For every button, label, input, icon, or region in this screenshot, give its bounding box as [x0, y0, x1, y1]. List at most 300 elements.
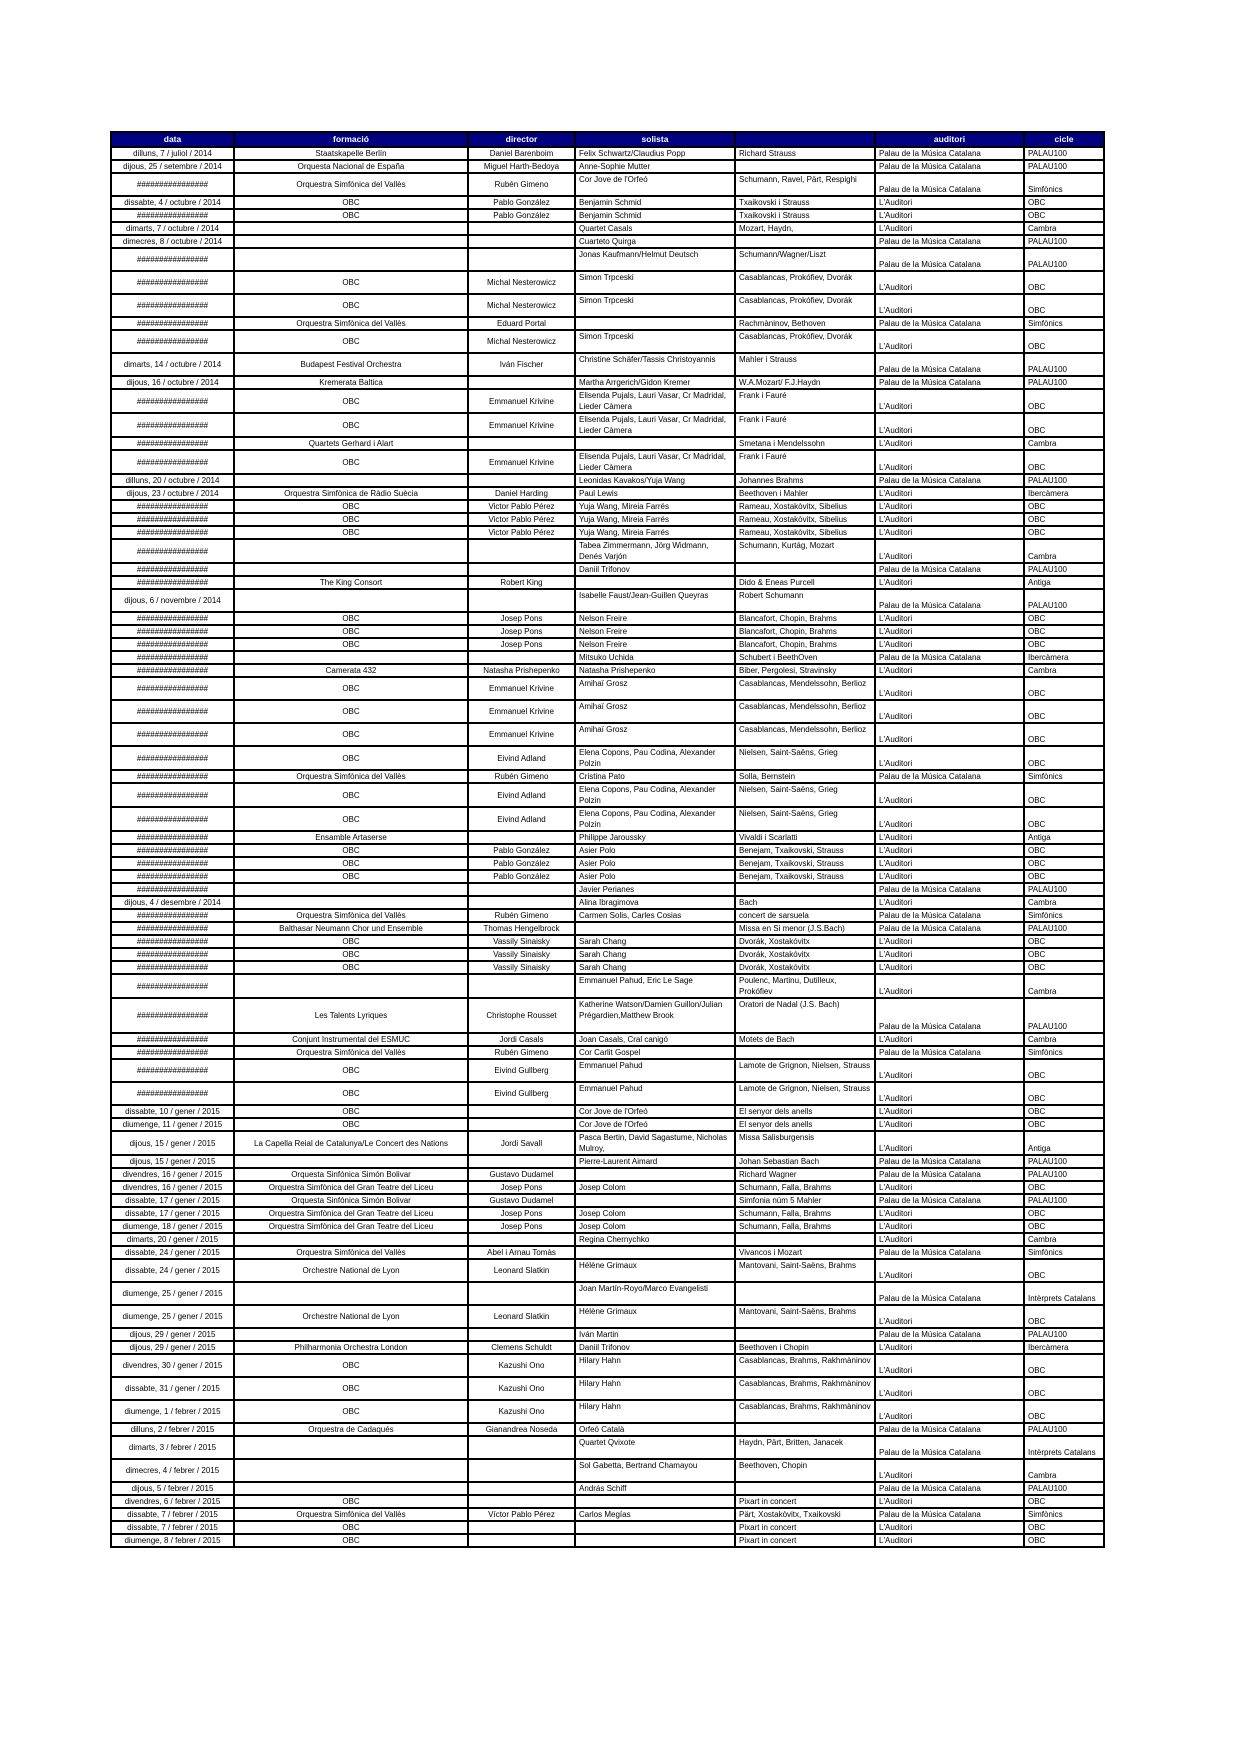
cell-cicle: Cambra — [1024, 1459, 1104, 1482]
table-row — [111, 1354, 1104, 1377]
cell-solista: Josep Colom — [575, 1181, 735, 1194]
cell-cicle: Cambra — [1024, 222, 1104, 235]
cell-formacio — [234, 563, 468, 576]
cell-program: Smetana i Mendelssohn — [735, 437, 875, 450]
concerts-table — [110, 131, 1105, 1548]
cell-director — [468, 831, 575, 844]
cell-director: Thomas Hengelbrock — [468, 922, 575, 935]
table-row — [111, 294, 1104, 317]
cell-cicle: PALAU100 — [1024, 1194, 1104, 1207]
cell-solista — [575, 1194, 735, 1207]
table-row — [111, 1233, 1104, 1246]
cell-auditori: Palau de la Música Catalana — [875, 998, 1024, 1033]
cell-auditori: L'Auditori — [875, 1534, 1024, 1547]
cell-program: Schumann, Ravel, Pärt, Respighi — [735, 173, 875, 196]
concert-season-sheet — [110, 131, 1105, 1548]
cell-auditori: Palau de la Música Catalana — [875, 770, 1024, 783]
cell-formacio — [234, 1233, 468, 1246]
cell-program: Blancafort, Chopin, Brahms — [735, 625, 875, 638]
table-row — [111, 539, 1104, 563]
cell-solista: Joan Casals, Cral canigó — [575, 1033, 735, 1046]
cell-data: ################ — [111, 909, 234, 922]
cell-formacio: OBC — [234, 612, 468, 625]
cell-director: Eivind Gullberg — [468, 1059, 575, 1082]
cell-auditori: L'Auditori — [875, 1377, 1024, 1400]
cell-program: Blancafort, Chopin, Brahms — [735, 638, 875, 651]
cell-formacio: Orquestra Simfònica del Gran Teatre del Liceu — [234, 1220, 468, 1233]
cell-formacio: OBC — [234, 1377, 468, 1400]
cell-program — [735, 1482, 875, 1495]
cell-director: Leonard Slatkin — [468, 1305, 575, 1328]
cell-director: Gustavo Dudamel — [468, 1168, 575, 1181]
cell-auditori: Palau de la Música Catalana — [875, 1155, 1024, 1168]
cell-program: Beethoven i Mahler — [735, 487, 875, 500]
cell-cicle: Antiga — [1024, 831, 1104, 844]
cell-director: Victor Pablo Pérez — [468, 513, 575, 526]
table-row — [111, 353, 1104, 376]
cell-solista: Iván Martin — [575, 1328, 735, 1341]
cell-program — [735, 235, 875, 248]
cell-solista: Emmanuel Pahud, Eric Le Sage — [575, 974, 735, 998]
cell-solista: Simon Trpceski — [575, 330, 735, 353]
cell-formacio: Conjunt Instrumental del ESMUC — [234, 1033, 468, 1046]
cell-director — [468, 896, 575, 909]
cell-cicle: OBC — [1024, 526, 1104, 539]
cell-formacio: OBC — [234, 844, 468, 857]
cell-cicle: OBC — [1024, 196, 1104, 209]
cell-solista: Isabelle Faust/Jean-Guillen Queyras — [575, 589, 735, 612]
cell-program — [735, 1423, 875, 1436]
cell-formacio: OBC — [234, 526, 468, 539]
cell-data: ################ — [111, 961, 234, 974]
cell-director — [468, 248, 575, 271]
table-row — [111, 935, 1104, 948]
cell-data: divendres, 16 / gener / 2015 — [111, 1181, 234, 1194]
table-row — [111, 1482, 1104, 1495]
table-row — [111, 1207, 1104, 1220]
cell-auditori: L'Auditori — [875, 1495, 1024, 1508]
table-row — [111, 948, 1104, 961]
cell-formacio: OBC — [234, 723, 468, 746]
cell-solista: Pasca Bertin, David Sagastume, Nicholas Mulroy, — [575, 1131, 735, 1155]
table-row — [111, 437, 1104, 450]
cell-solista: Asier Polo — [575, 870, 735, 883]
cell-solista: Carmen Solis, Carles Cosias — [575, 909, 735, 922]
cell-director: Clemens Schuldt — [468, 1341, 575, 1354]
cell-auditori: L'Auditori — [875, 857, 1024, 870]
cell-cicle: OBC — [1024, 961, 1104, 974]
cell-cicle: OBC — [1024, 1534, 1104, 1547]
cell-solista: Amihaï Grosz — [575, 700, 735, 723]
cell-solista: Christine Schäfer/Tassis Christoyannis — [575, 353, 735, 376]
cell-formacio: Quartets Gerhard i Alart — [234, 437, 468, 450]
cell-program: Johannes Brahms — [735, 474, 875, 487]
cell-formacio — [234, 974, 468, 998]
cell-director — [468, 1282, 575, 1305]
cell-formacio — [234, 235, 468, 248]
cell-auditori: L'Auditori — [875, 539, 1024, 563]
cell-data: dijous, 29 / gener / 2015 — [111, 1328, 234, 1341]
cell-solista: Nelson Freire — [575, 612, 735, 625]
cell-formacio: OBC — [234, 1082, 468, 1105]
cell-program: Pixart in concert — [735, 1495, 875, 1508]
table-row — [111, 1495, 1104, 1508]
cell-director: Eivind Gullberg — [468, 1082, 575, 1105]
cell-data: ################ — [111, 807, 234, 831]
cell-director: Rubén Gimeno — [468, 770, 575, 783]
cell-solista: Daniil Trifonov — [575, 563, 735, 576]
cell-director — [468, 974, 575, 998]
cell-data: ################ — [111, 317, 234, 330]
table-row — [111, 1046, 1104, 1059]
cell-formacio: OBC — [234, 948, 468, 961]
cell-solista — [575, 1168, 735, 1181]
table-row — [111, 1118, 1104, 1131]
cell-auditori: L'Auditori — [875, 209, 1024, 222]
cell-director: Michal Nesterowicz — [468, 271, 575, 294]
cell-data: ################ — [111, 783, 234, 807]
cell-auditori: L'Auditori — [875, 222, 1024, 235]
cell-solista: Elisenda Pujals, Lauri Vasar, Cr Madridal, Lieder Càmera — [575, 450, 735, 474]
table-row — [111, 1534, 1104, 1547]
cell-cicle: Cambra — [1024, 1233, 1104, 1246]
cell-data: ################ — [111, 831, 234, 844]
cell-program — [735, 563, 875, 576]
cell-solista — [575, 437, 735, 450]
cell-data: ################ — [111, 209, 234, 222]
cell-formacio: OBC — [234, 1059, 468, 1082]
cell-program: Casablancas, Mendelssohn, Berlioz — [735, 677, 875, 700]
cell-formacio: OBC — [234, 935, 468, 948]
cell-data: dissabte, 7 / febrer / 2015 — [111, 1508, 234, 1521]
cell-formacio: OBC — [234, 857, 468, 870]
cell-program: Casablancas, Prokófiev, Dvorák — [735, 294, 875, 317]
table-row — [111, 513, 1104, 526]
cell-director: Josep Pons — [468, 638, 575, 651]
cell-data: dissabte, 31 / gener / 2015 — [111, 1377, 234, 1400]
cell-program: El senyor dels anells — [735, 1105, 875, 1118]
cell-auditori: L'Auditori — [875, 330, 1024, 353]
cell-data: ################ — [111, 746, 234, 770]
cell-solista: Cor Jove de l'Orfeó — [575, 1105, 735, 1118]
table-row — [111, 612, 1104, 625]
cell-solista: Amihaï Grosz — [575, 723, 735, 746]
cell-director: Vassily Sinaisky — [468, 935, 575, 948]
cell-formacio: OBC — [234, 1521, 468, 1534]
cell-formacio: Staatskapelle Berlín — [234, 147, 468, 160]
column-header-director: director — [468, 132, 575, 147]
cell-program: Mahler i Strauss — [735, 353, 875, 376]
cell-cicle: OBC — [1024, 746, 1104, 770]
cell-solista: Pierre-Laurent Aimard — [575, 1155, 735, 1168]
cell-program: Oratori de Nadal (J.S. Bach) — [735, 998, 875, 1033]
cell-cicle: OBC — [1024, 1495, 1104, 1508]
table-row — [111, 844, 1104, 857]
table-row — [111, 1436, 1104, 1459]
cell-cicle: OBC — [1024, 1259, 1104, 1282]
cell-solista: Philippe Jaroussky — [575, 831, 735, 844]
cell-auditori: L'Auditori — [875, 664, 1024, 677]
cell-program: Frank i Fauré — [735, 413, 875, 437]
cell-data: diumenge, 18 / gener / 2015 — [111, 1220, 234, 1233]
cell-director — [468, 222, 575, 235]
table-row — [111, 1181, 1104, 1194]
cell-cicle: Simfònics — [1024, 173, 1104, 196]
cell-program: Mozart, Haydn, — [735, 222, 875, 235]
table-row — [111, 723, 1104, 746]
cell-director: Eivind Adland — [468, 746, 575, 770]
cell-auditori: L'Auditori — [875, 896, 1024, 909]
cell-auditori: L'Auditori — [875, 746, 1024, 770]
cell-solista: Felix Schwartz/Claudius Popp — [575, 147, 735, 160]
cell-auditori: L'Auditori — [875, 389, 1024, 413]
cell-solista: Benjamin Schmid — [575, 196, 735, 209]
table-row — [111, 651, 1104, 664]
cell-auditori: Palau de la Música Catalana — [875, 1168, 1024, 1181]
cell-program: Nielsen, Saint-Saëns, Grieg — [735, 746, 875, 770]
cell-cicle: OBC — [1024, 870, 1104, 883]
cell-auditori: L'Auditori — [875, 1305, 1024, 1328]
table-row — [111, 1033, 1104, 1046]
cell-data: ################ — [111, 612, 234, 625]
cell-solista: Benjamin Schmid — [575, 209, 735, 222]
table-row — [111, 961, 1104, 974]
cell-cicle: Intèrprets Catalans — [1024, 1436, 1104, 1459]
cell-director — [468, 376, 575, 389]
cell-solista: Josep Colom — [575, 1207, 735, 1220]
cell-solista: Regina Chernychko — [575, 1233, 735, 1246]
table-row — [111, 638, 1104, 651]
cell-formacio: OBC — [234, 196, 468, 209]
cell-solista: Mitsuko Uchida — [575, 651, 735, 664]
cell-formacio: Orquestra de Cadaqués — [234, 1423, 468, 1436]
table-row — [111, 1305, 1104, 1328]
cell-program: Benejam, Txaikovski, Strauss — [735, 870, 875, 883]
cell-program: Casablancas, Prokófiev, Dvorák — [735, 271, 875, 294]
table-row — [111, 147, 1104, 160]
cell-auditori: L'Auditori — [875, 638, 1024, 651]
cell-cicle: OBC — [1024, 271, 1104, 294]
cell-cicle: OBC — [1024, 612, 1104, 625]
cell-solista: Sarah Chang — [575, 961, 735, 974]
cell-solista: Hilary Hahn — [575, 1377, 735, 1400]
cell-solista: Paul Lewis — [575, 487, 735, 500]
cell-formacio: Orquestra Simfònica del Vallès — [234, 1046, 468, 1059]
table-row — [111, 857, 1104, 870]
cell-data: ################ — [111, 1033, 234, 1046]
cell-data: ################ — [111, 1059, 234, 1082]
cell-director: Kazushi Ono — [468, 1400, 575, 1423]
cell-director: Christophe Rousset — [468, 998, 575, 1033]
cell-program: Robert Schumann — [735, 589, 875, 612]
cell-program: Schumann, Falla, Brahms — [735, 1181, 875, 1194]
cell-solista: Joan Martín-Royo/Marco Evangelisti — [575, 1282, 735, 1305]
cell-cicle: Antiga — [1024, 576, 1104, 589]
cell-auditori: L'Auditori — [875, 487, 1024, 500]
cell-auditori: L'Auditori — [875, 723, 1024, 746]
cell-program: concert de sarsuela — [735, 909, 875, 922]
cell-director: Michal Nesterowicz — [468, 294, 575, 317]
cell-auditori: Palau de la Música Catalana — [875, 651, 1024, 664]
cell-solista: Quartet Casals — [575, 222, 735, 235]
cell-program: Dvorák, Xostakóvitx — [735, 935, 875, 948]
cell-program: Txaikovski i Strauss — [735, 209, 875, 222]
cell-director: Abel i Arnau Tomàs — [468, 1246, 575, 1259]
cell-director: Victor Pablo Pérez — [468, 526, 575, 539]
cell-formacio: Orquestra Simfònica del Vallès — [234, 909, 468, 922]
cell-cicle: PALAU100 — [1024, 248, 1104, 271]
cell-solista — [575, 576, 735, 589]
cell-director — [468, 883, 575, 896]
cell-solista: Javier Perianes — [575, 883, 735, 896]
cell-program: Rameau, Xostakòvitx, Sibelius — [735, 500, 875, 513]
cell-auditori: L'Auditori — [875, 1400, 1024, 1423]
cell-data: ################ — [111, 998, 234, 1033]
cell-cicle: Cambra — [1024, 539, 1104, 563]
cell-program — [735, 1046, 875, 1059]
cell-cicle: OBC — [1024, 948, 1104, 961]
table-row — [111, 1168, 1104, 1181]
cell-solista: Nelson Freire — [575, 638, 735, 651]
cell-solista — [575, 1495, 735, 1508]
table-row — [111, 589, 1104, 612]
cell-formacio — [234, 589, 468, 612]
cell-formacio: OBC — [234, 294, 468, 317]
cell-program: Poulenc, Martinu, Dutilleux, Prokófiev — [735, 974, 875, 998]
cell-formacio: Orquestra Simfònica del Vallès — [234, 1246, 468, 1259]
cell-auditori: Palau de la Música Catalana — [875, 376, 1024, 389]
cell-auditori: Palau de la Música Catalana — [875, 1194, 1024, 1207]
cell-auditori: Palau de la Música Catalana — [875, 147, 1024, 160]
cell-program: Txaikovski i Strauss — [735, 196, 875, 209]
table-row — [111, 1194, 1104, 1207]
cell-formacio — [234, 539, 468, 563]
cell-cicle: Cambra — [1024, 664, 1104, 677]
cell-cicle: OBC — [1024, 638, 1104, 651]
cell-auditori: L'Auditori — [875, 831, 1024, 844]
cell-auditori: Palau de la Música Catalana — [875, 909, 1024, 922]
cell-director: Iván Fischer — [468, 353, 575, 376]
cell-data: ################ — [111, 389, 234, 413]
table-row — [111, 1246, 1104, 1259]
table-row — [111, 576, 1104, 589]
cell-formacio: OBC — [234, 389, 468, 413]
cell-program: Schumann, Falla, Brahms — [735, 1207, 875, 1220]
cell-auditori: Palau de la Música Catalana — [875, 563, 1024, 576]
cell-formacio: Orchestre National de Lyon — [234, 1259, 468, 1282]
table-row — [111, 376, 1104, 389]
cell-cicle: Cambra — [1024, 437, 1104, 450]
cell-director: Miguel Harth-Bedoya — [468, 160, 575, 173]
cell-cicle: OBC — [1024, 1377, 1104, 1400]
cell-director: Kazushi Ono — [468, 1377, 575, 1400]
cell-director: Emmanuel Krivine — [468, 450, 575, 474]
cell-data: ################ — [111, 294, 234, 317]
cell-solista: Cristina Pato — [575, 770, 735, 783]
cell-program: Lamote de Grignon, Nielsen, Strauss — [735, 1059, 875, 1082]
cell-solista: Simon Trpceski — [575, 294, 735, 317]
cell-cicle: PALAU100 — [1024, 883, 1104, 896]
cell-data: dimecres, 8 / octubre / 2014 — [111, 235, 234, 248]
cell-cicle: PALAU100 — [1024, 1168, 1104, 1181]
cell-data: dimarts, 3 / febrer / 2015 — [111, 1436, 234, 1459]
cell-director — [468, 1155, 575, 1168]
cell-auditori: Palau de la Música Catalana — [875, 1282, 1024, 1305]
cell-director — [468, 651, 575, 664]
cell-cicle: OBC — [1024, 413, 1104, 437]
table-row — [111, 500, 1104, 513]
cell-auditori: L'Auditori — [875, 700, 1024, 723]
cell-auditori: L'Auditori — [875, 1082, 1024, 1105]
cell-director — [468, 1459, 575, 1482]
cell-cicle: OBC — [1024, 1220, 1104, 1233]
cell-cicle: Simfònics — [1024, 909, 1104, 922]
table-row — [111, 998, 1104, 1033]
cell-formacio — [234, 474, 468, 487]
cell-cicle: OBC — [1024, 389, 1104, 413]
cell-solista: Hilary Hahn — [575, 1354, 735, 1377]
cell-cicle: OBC — [1024, 1400, 1104, 1423]
cell-program: Benejam, Txaikovski, Strauss — [735, 857, 875, 870]
cell-formacio: OBC — [234, 746, 468, 770]
cell-director: Pablo González — [468, 857, 575, 870]
cell-formacio — [234, 1155, 468, 1168]
cell-cicle: OBC — [1024, 1118, 1104, 1131]
cell-auditori: L'Auditori — [875, 1354, 1024, 1377]
cell-program: Dido & Eneas Purcell — [735, 576, 875, 589]
cell-formacio: OBC — [234, 513, 468, 526]
cell-auditori: L'Auditori — [875, 807, 1024, 831]
cell-director: Josep Pons — [468, 1207, 575, 1220]
cell-program: Frank i Fauré — [735, 389, 875, 413]
table-row — [111, 922, 1104, 935]
column-header-program — [735, 132, 875, 147]
cell-data: ################ — [111, 948, 234, 961]
table-row — [111, 909, 1104, 922]
cell-program: Casablancas, Mendelssohn, Berlioz — [735, 723, 875, 746]
cell-program: Pixart in concert — [735, 1521, 875, 1534]
cell-data: dijous, 23 / octubre / 2014 — [111, 487, 234, 500]
cell-director: Vassily Sinaisky — [468, 961, 575, 974]
cell-cicle: OBC — [1024, 1207, 1104, 1220]
cell-solista: Martha Arrgerich/Gidon Kremer — [575, 376, 735, 389]
cell-auditori: Palau de la Música Catalana — [875, 1046, 1024, 1059]
cell-data: dimecres, 4 / febrer / 2015 — [111, 1459, 234, 1482]
cell-data: ################ — [111, 723, 234, 746]
cell-formacio: Orquesta Sinfónica Simón Bolivar — [234, 1194, 468, 1207]
cell-data: dimarts, 20 / gener / 2015 — [111, 1233, 234, 1246]
cell-data: ################ — [111, 576, 234, 589]
cell-auditori: L'Auditori — [875, 974, 1024, 998]
cell-program: Beethoven, Chopin — [735, 1459, 875, 1482]
cell-auditori: Palau de la Música Catalana — [875, 248, 1024, 271]
cell-auditori: Palau de la Música Catalana — [875, 235, 1024, 248]
cell-data: ################ — [111, 413, 234, 437]
cell-formacio: OBC — [234, 1354, 468, 1377]
cell-solista: Anne-Sophie Mutter — [575, 160, 735, 173]
cell-data: dijous, 25 / setembre / 2014 — [111, 160, 234, 173]
table-row — [111, 474, 1104, 487]
table-row — [111, 330, 1104, 353]
cell-director — [468, 1118, 575, 1131]
cell-formacio: Orquestra Simfònica del Gran Teatre del Liceu — [234, 1207, 468, 1220]
cell-director — [468, 235, 575, 248]
cell-auditori: L'Auditori — [875, 844, 1024, 857]
cell-formacio — [234, 222, 468, 235]
cell-cicle: PALAU100 — [1024, 589, 1104, 612]
table-row — [111, 746, 1104, 770]
cell-auditori: L'Auditori — [875, 870, 1024, 883]
